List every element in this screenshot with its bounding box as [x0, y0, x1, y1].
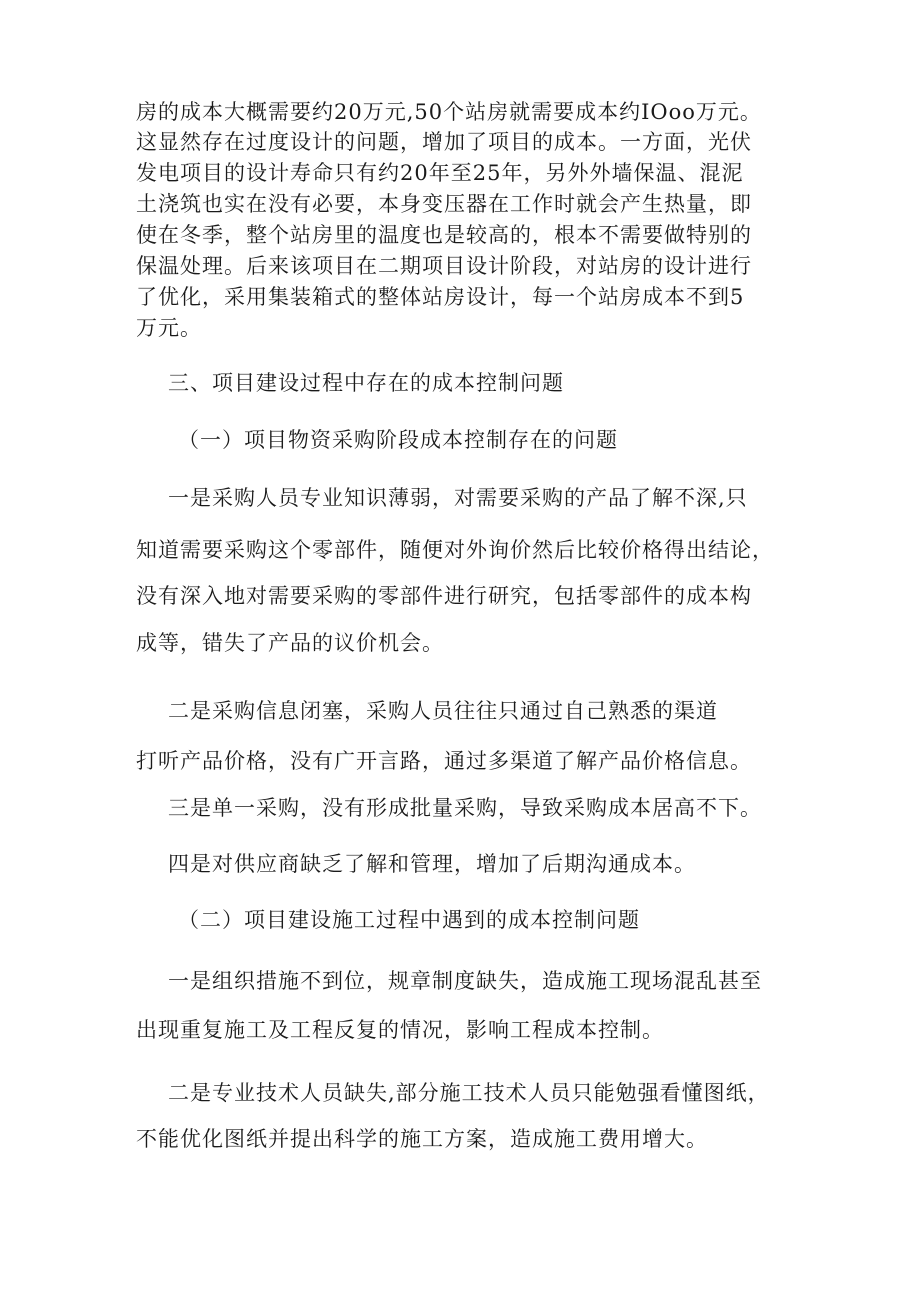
intro-line-8: 万元。 — [136, 316, 202, 340]
para-6-line-2: 不能优化图纸并提出科学的施工方案，造成施工费用增大。 — [136, 1127, 708, 1151]
para-1-line-4: 成等，错失了产品的议价机会。 — [136, 631, 444, 655]
intro-line-2: 这显然存在过度设计的问题，增加了项目的成本。一方面，光伏 — [136, 130, 752, 154]
intro-line-4: 土浇筑也实在没有必要，本身变压器在工作时就会产生热量，即 — [136, 192, 752, 216]
para-1-line-2: 知道需要采购这个零部件，随便对外询价然后比较价格得出结论， — [136, 538, 774, 562]
para-1-line-3: 没有深入地对需要采购的零部件进行研究，包括零部件的成本构 — [136, 584, 752, 608]
intro-line-7: 了优化，采用集装箱式的整体站房设计，每一个站房成本不到5 — [136, 285, 745, 309]
subsection-1-heading: （一）项目物资采购阶段成本控制存在的问题 — [178, 428, 618, 452]
para-5-line-2: 出现重复施工及工程反复的情况，影响工程成本控制。 — [136, 1018, 664, 1042]
para-1-line-1: 一是采购人员专业知识薄弱，对需要采购的产品了解不深,只 — [168, 486, 748, 510]
section-heading: 三、项目建设过程中存在的成本控制问题 — [168, 371, 564, 395]
para-3: 三是单一采购，没有形成批量采购，导致采购成本居高不下。 — [168, 796, 762, 820]
subsection-2-heading: （二）项目建设施工过程中遇到的成本控制问题 — [178, 908, 640, 932]
intro-line-6: 保温处理。后来该项目在二期项目设计阶段，对站房的设计进行 — [136, 254, 752, 278]
para-4: 四是对供应商缺乏了解和管理，增加了后期沟通成本。 — [168, 852, 696, 876]
para-2-line-1: 二是采购信息闭塞，采购人员往往只通过自己熟悉的渠道 — [168, 699, 718, 723]
para-5-line-1: 一是组织措施不到位，规章制度缺失，造成施工现场混乱甚至 — [168, 969, 762, 993]
intro-line-1: 房的成本大概需要约20万元,50个站房就需要成本约IOoo万元。 — [136, 100, 762, 124]
intro-line-5: 使在冬季，整个站房里的温度也是较高的，根本不需要做特别的 — [136, 223, 752, 247]
para-2-line-2: 打听产品价格，没有广开言路，通过多渠道了解产品价格信息。 — [136, 749, 752, 773]
intro-line-3: 发电项目的设计寿命只有约20年至25年，另外外墙保温、混泥 — [136, 161, 744, 185]
para-6-line-1: 二是专业技术人员缺失,部分施工技术人员只能勉强看懂图纸， — [168, 1081, 770, 1105]
